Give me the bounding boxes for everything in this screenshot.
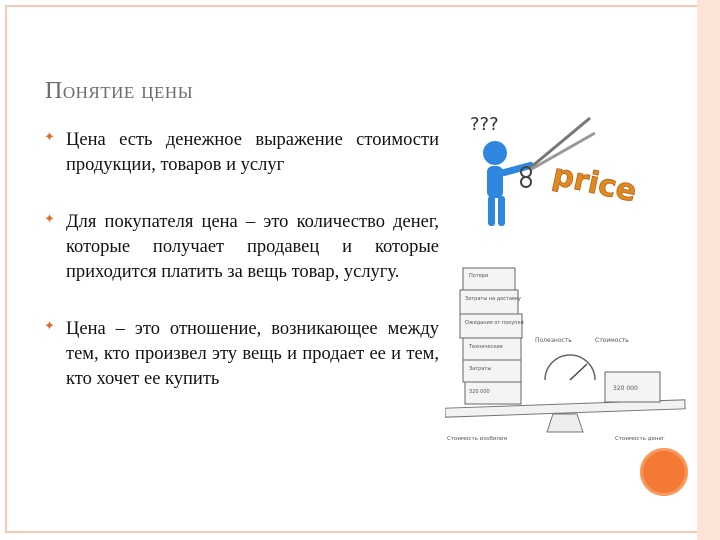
svg-text:Технические: Технические	[469, 344, 503, 350]
svg-text:320 000: 320 000	[469, 389, 490, 395]
box-stack-icon	[460, 268, 522, 404]
bullet-item	[44, 128, 439, 178]
scale-label-left: Полезность	[535, 337, 572, 344]
right-decor-bar	[697, 0, 720, 540]
bullet-icon: ✦	[44, 130, 55, 145]
bullet-icon: ✦	[44, 319, 55, 334]
scale-label-right: Стоимость	[595, 337, 629, 344]
orange-circle-decor	[640, 448, 688, 496]
right-base-label: Стоимость денег	[615, 436, 665, 442]
figure-body-icon	[487, 166, 503, 198]
slide-title: Понятие цены	[45, 78, 194, 104]
svg-text:Затраты: Затраты	[469, 366, 492, 372]
question-marks: ???	[470, 114, 499, 135]
bullet-text: Для покупателя цена – это количество денег, которые получает продавец и которые приходится платить за вещь товар, услугу.	[66, 212, 439, 282]
bullet-text: Цена есть денежное выражение стоимости продукции, товаров и услуг	[66, 130, 439, 175]
price-word: price	[549, 157, 640, 210]
scale-dial-icon	[545, 355, 595, 380]
left-base-label: Стоимость изобилия	[447, 436, 507, 442]
bullet-text: Цена – это отношение, возникающее между тем, кто произвел эту вещь и продает ее и тем, кто хочет ее купить	[66, 319, 439, 389]
bullet-list	[44, 128, 439, 424]
bullet-item	[44, 317, 439, 392]
bullet-icon: ✦	[44, 212, 55, 227]
scale-base-icon	[547, 414, 583, 432]
svg-text:Потери: Потери	[469, 273, 489, 279]
svg-text:Ожидания от покупки: Ожидания от покупки	[465, 320, 524, 326]
weight-label: 320 000	[613, 385, 638, 392]
scale-illustration	[445, 262, 690, 452]
bullet-item	[44, 210, 439, 285]
figure-head-icon	[483, 141, 507, 165]
price-scissors-illustration	[460, 108, 640, 238]
svg-text:Затраты на доставку: Затраты на доставку	[465, 296, 521, 302]
